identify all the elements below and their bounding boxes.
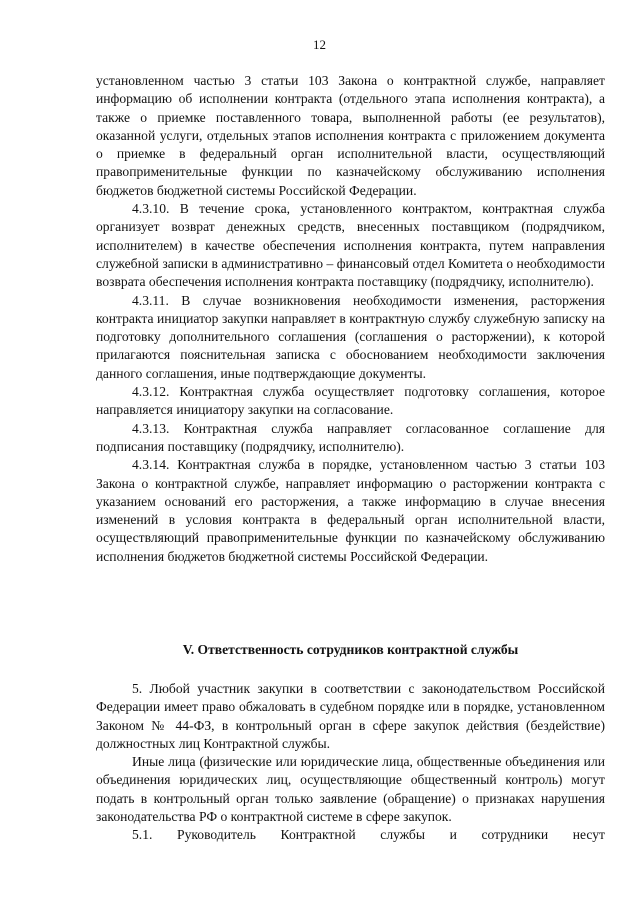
paragraph-4-3-12: 4.3.12. Контрактная служба осуществляет подготовку соглашения, которое направляется инициатору закупки на согласование. [96,384,605,418]
section-heading: V. Ответственность сотрудников контрактной службы [182,642,519,657]
paragraph-4-3-11: 4.3.11. В случае возникновения необходимости изменения, расторжения контракта инициатор закупки направляет в контрактную службу служебную записку на подготовку дополнительного соглашения (соглашения о расторжении), к которой прилагаются пояснительная записка с обоснованием необходимости заключения данного соглашения, иные подтверждающие документы. [96,292,605,381]
text-block-top [96,72,605,566]
paragraph-5: 5. Любой участник закупки в соответствии с законодательством Российской Федерации имеет право обжаловать в судебном порядке или в порядке, установленном Законом № 44-ФЗ, в контрольный орган в сфере закупок действия (бездействие) должностных лиц Контрактной службы. [96,681,605,751]
text-block-section-5 [96,680,605,845]
page-number: 12 [313,37,326,52]
paragraph-other-persons: Иные лица (физические или юридические лица, общественные объединения или объединения юридических лиц, осуществляющие общественный контроль) могут подать в контрольный орган только заявление (обращение) о признаках нарушения законодательства РФ о контрактной системе в сфере закупок. [96,754,605,825]
paragraph-continuation: установленном частью 3 статьи 103 Закона о контрактной службе, направляет информацию об исполнении контракта (отдельного этапа исполнения контракта), а также о приемке поставленного товара, выполненной работы (ее результатов), оказанной услуги, отдельных этапов исполнения контракта с приложением документа о приемке в федеральный орган исполнительной власти, осуществляющий правоприменительные функции по казначейскому обслуживанию исполнения бюджетов бюджетной системы Российской Федерации. [96,73,605,198]
paragraph-5-1: 5.1. Руководитель Контрактной службы и сотрудники несут [132,827,605,843]
paragraph-4-3-10: 4.3.10. В течение срока, установленного контрактом, контрактная служба организует возврат денежных средств, внесенных поставщиком (подрядчиком, исполнителем) в качестве обеспечения исполнения контракта, путем направления служебной записки в административно – финансовый отдел Комитета о необходимости возврата обеспечения исполнения контракта поставщику (подрядчику, исполнителю). [96,201,605,290]
paragraph-4-3-13: 4.3.13. Контрактная служба направляет согласованное соглашение для подписания поставщику (подрядчику, исполнителю). [96,420,605,454]
paragraph-4-3-14: 4.3.14. Контрактная служба в порядке, установленном частью 3 статьи 103 Закона о контрактной службе, направляет информацию о расторжении контракта с указанием оснований его расторжения, а также информацию в случае внесения изменений в условия контракта в федеральный орган исполнительной власти, осуществляющий правоприменительные функции по казначейскому обслуживанию исполнения бюджетов бюджетной системы Российской Федерации. [96,457,605,564]
